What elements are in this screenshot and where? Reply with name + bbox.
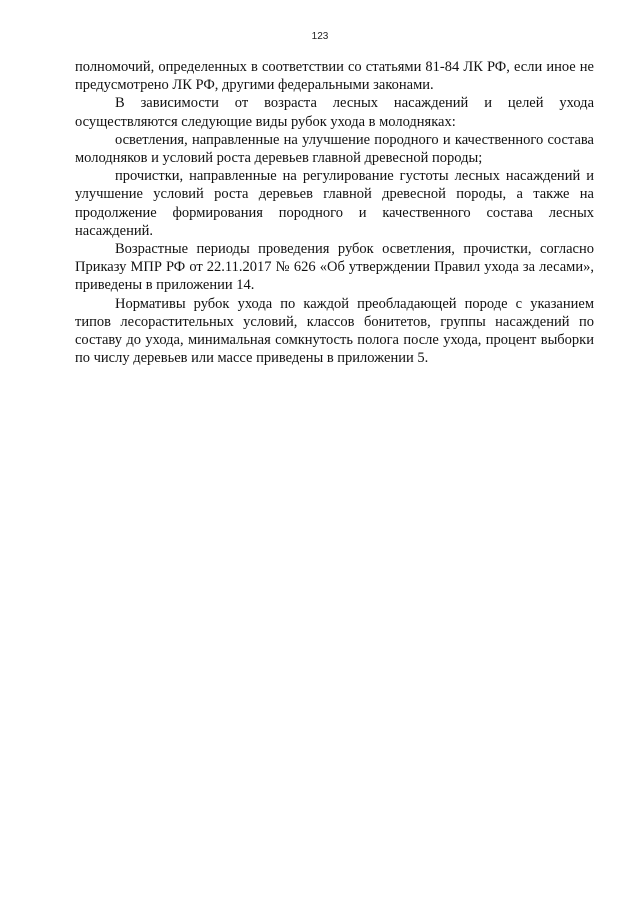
paragraph-thinning-types-intro: В зависимости от возраста лесных насаждений и целей ухода осуществляются следующие виды рубок ухода в молодняках: <box>75 95 594 130</box>
paragraph-lightening: осветления, направленные на улучшение породного и качественного состава молодняков и условий роста деревьев главной древесной породы; <box>75 131 594 167</box>
page-number: 123 <box>311 31 329 42</box>
paragraph-cleaning: прочистки, направленные на регулирование густоты лесных насаждений и улучшение условий роста деревьев главной древесной породы, а также на продолжение формирования породного и качественного состава лесных насаждений. <box>75 168 594 239</box>
paragraph-norms: Нормативы рубок ухода по каждой преобладающей породе с указанием типов лесорастительных условий, классов бонитетов, группы насаждений по составу до ухода, минимальная сомкнутость полога после ухода, процент выборки по числу деревьев или массе приведены в приложении 5. <box>75 295 594 367</box>
document-body <box>75 58 594 367</box>
paragraph-age-periods: Возрастные периоды проведения рубок осветления, прочистки, согласно Приказу МПР РФ от 22.11.2017 № 626 «Об утверждении Правил ухода за лесами», приведены в приложении 14. <box>75 241 594 294</box>
paragraph-continuation: полномочий, определенных в соответствии со статьями 81-84 ЛК РФ, если иное не предусмотрено ЛК РФ, другими федеральными законами. <box>75 59 594 94</box>
